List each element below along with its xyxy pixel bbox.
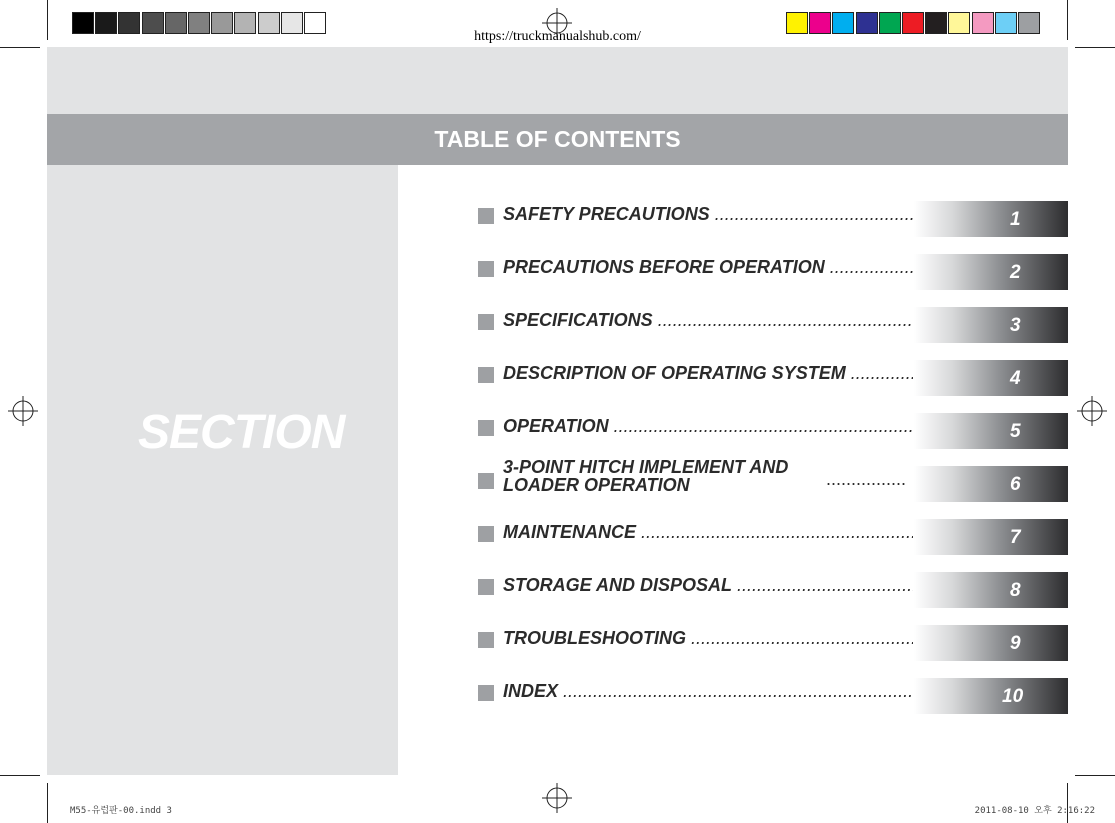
bullet-square-icon: [478, 367, 494, 383]
registration-mark-icon: [1077, 396, 1107, 426]
toc-item-title: [503, 458, 833, 494]
section-number-tab[interactable]: 3: [914, 307, 1068, 343]
section-number-tab[interactable]: 7: [914, 519, 1068, 555]
toc-item-precautions-before-operation[interactable]: [478, 254, 1068, 290]
toc-item-safety-precautions[interactable]: [478, 201, 1068, 237]
toc-item-storage-and-disposal[interactable]: [478, 572, 1068, 608]
section-number-tab[interactable]: 4: [914, 360, 1068, 396]
page-title: TABLE OF CONTENTS: [47, 114, 1068, 165]
toc-item-maintenance[interactable]: [478, 519, 1068, 555]
registration-mark-icon: [8, 396, 38, 426]
toc-item-title: SAFETY PRECAUTIONS .....: [503, 204, 913, 225]
toc-item-description-of-operating-system[interactable]: [478, 360, 1068, 396]
toc-item-title: STORAGE AND DISPOSAL .....: [503, 575, 913, 596]
toc-item-title-line2: LOADER OPERATION: [503, 475, 690, 494]
section-label: SECTION: [138, 406, 345, 459]
file-info: M55-유럽판-00.indd 3: [70, 806, 172, 816]
crop-mark: [1075, 47, 1115, 48]
section-number-tab[interactable]: 1: [914, 201, 1068, 237]
toc-item-troubleshooting[interactable]: [478, 625, 1068, 661]
crop-mark: [0, 47, 40, 48]
bullet-square-icon: [478, 314, 494, 330]
toc-item-specifications[interactable]: [478, 307, 1068, 343]
toc-item-title: OPERATION .....: [503, 416, 913, 437]
bullet-square-icon: [478, 685, 494, 701]
toc-item-3-point-hitch[interactable]: [478, 458, 1068, 502]
section-number-tab[interactable]: 2: [914, 254, 1068, 290]
bullet-square-icon: [478, 261, 494, 277]
section-number-tab[interactable]: 10: [914, 678, 1068, 714]
crop-mark: [47, 783, 48, 823]
bullet-square-icon: [478, 420, 494, 436]
page-header-band: [47, 47, 1068, 114]
toc-item-title: DESCRIPTION OF OPERATING SYSTEM .....: [503, 363, 913, 384]
toc-item-title: SPECIFICATIONS .....: [503, 310, 913, 331]
toc-item-title: TROUBLESHOOTING .....: [503, 628, 913, 649]
side-panel: [47, 165, 398, 775]
toc-item-title: INDEX .....: [503, 681, 913, 702]
registration-mark-icon: [542, 783, 572, 813]
source-url[interactable]: https://truckmanualshub.com/: [474, 29, 641, 44]
toc-item-title: PRECAUTIONS BEFORE OPERATION .....: [503, 257, 913, 278]
bullet-square-icon: [478, 632, 494, 648]
toc-item-title: MAINTENANCE .....: [503, 522, 913, 543]
bullet-square-icon: [478, 473, 494, 489]
section-number-tab[interactable]: 9: [914, 625, 1068, 661]
bullet-square-icon: [478, 208, 494, 224]
toc-item-index[interactable]: [478, 678, 1068, 714]
toc-item-operation[interactable]: [478, 413, 1068, 449]
section-number-tab[interactable]: 6: [914, 466, 1068, 502]
section-number-tab[interactable]: 8: [914, 572, 1068, 608]
crop-mark: [0, 775, 40, 776]
leader-dots: ................: [826, 469, 907, 489]
bullet-square-icon: [478, 579, 494, 595]
crop-mark: [1075, 775, 1115, 776]
toc-item-title-line1: 3-POINT HITCH IMPLEMENT AND: [503, 458, 789, 477]
print-timestamp: 2011-08-10 오후 2:16:22: [974, 806, 1095, 816]
bullet-square-icon: [478, 526, 494, 542]
section-number-tab[interactable]: 5: [914, 413, 1068, 449]
